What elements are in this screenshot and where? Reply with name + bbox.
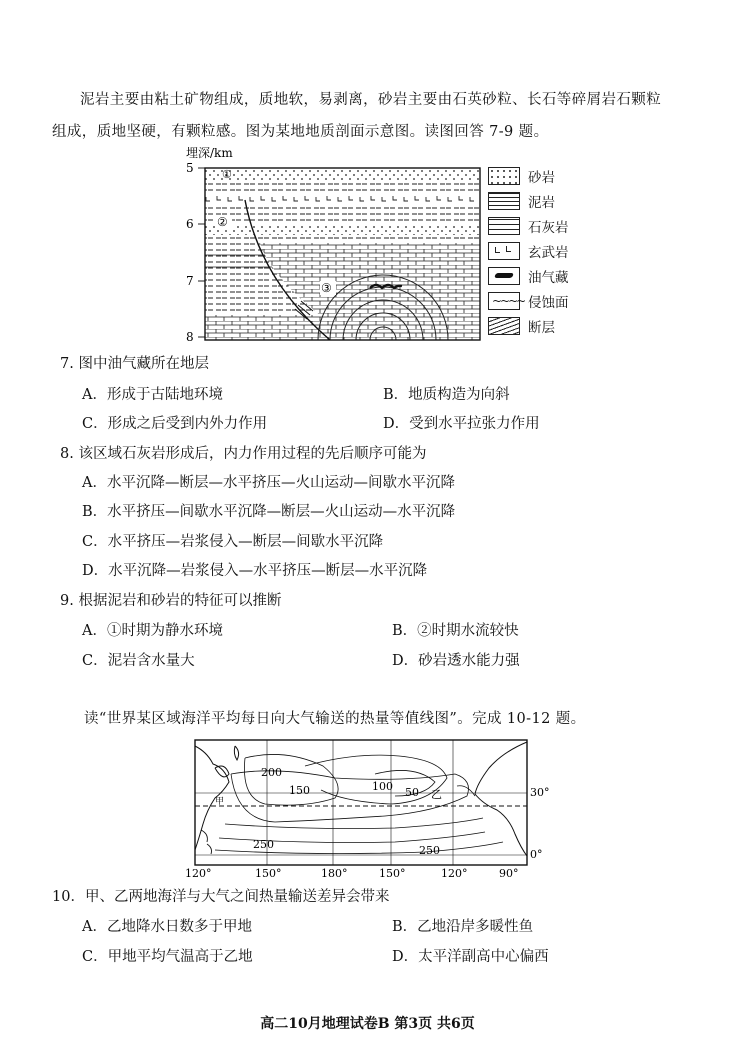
contour-label-250-east: 250 — [419, 844, 440, 857]
intro-line-2: 组成，质地坚硬，有颗粒感。图为某地地质剖面示意图。读图回答 7-9 题。 — [52, 124, 549, 140]
contour-label-200: 200 — [261, 766, 282, 779]
legend-limestone — [488, 216, 569, 236]
q10-stem: 10．甲、乙两地海洋与大气之间热量输送差异会带来 — [52, 889, 390, 905]
q9-option-c: C．泥岩含水量大 — [82, 653, 195, 669]
stratum-mark-2: ② — [217, 215, 228, 229]
lon-label-180: 180° — [321, 867, 348, 880]
place-label-jia: 甲 — [215, 797, 225, 807]
q8-option-d: D．水平沉降—岩浆侵入—水平挤压—断层—水平沉降 — [82, 563, 428, 579]
legend-oil-gas-label: 油气藏 — [528, 270, 569, 286]
q9-option-a: A．①时期为静水环境 — [82, 623, 223, 639]
lon-label-90w: 90° — [499, 867, 519, 880]
q7-stem: 7. 图中油气藏所在地层 — [60, 356, 209, 372]
intro-line-1: 泥岩主要由粘土矿物组成，质地软，易剥离，砂岩主要由石英砂粒、长石等碎屑岩石颗粒 — [80, 92, 662, 108]
limestone-swatch — [488, 217, 520, 235]
depth-axis-label: 埋深/km — [186, 146, 233, 160]
depth-tick-8: 8 — [186, 330, 194, 344]
q9-stem: 9. 根据泥岩和砂岩的特征可以推断 — [60, 593, 282, 609]
legend-limestone-label: 石灰岩 — [528, 220, 569, 236]
q7-option-d: D．受到水平拉张力作用 — [383, 416, 540, 432]
q8-option-a: A．水平沉降—断层—水平挤压—火山运动—间歇水平沉降 — [82, 475, 455, 491]
q7-option-a: A．形成于古陆地环境 — [82, 387, 223, 403]
lat-label-30: 30° — [530, 786, 550, 799]
geologic-section-figure — [180, 145, 490, 345]
legend-fault-label: 断层 — [528, 320, 555, 336]
legend-sandstone — [488, 166, 555, 186]
fault-icon — [488, 317, 520, 335]
q10-option-b: B．乙地沿岸多暖性鱼 — [392, 919, 534, 935]
contour-label-250-west: 250 — [253, 838, 274, 851]
mudstone-swatch — [488, 192, 520, 210]
contour-label-50: 50 — [405, 786, 419, 799]
lon-label-150e: 150° — [255, 867, 282, 880]
depth-tick-7: 7 — [186, 274, 194, 288]
legend-basalt-label: 玄武岩 — [528, 245, 569, 261]
page-footer: 高二10月地理试卷B 第3页 共6页 — [260, 1016, 475, 1032]
q9-option-b: B．②时期水流较快 — [392, 623, 519, 639]
intro-2: 读“世界某区域海洋平均每日向大气输送的热量等值线图”。完成 10-12 题。 — [84, 711, 586, 727]
legend-erosion-surface-label: 侵蚀面 — [528, 295, 569, 311]
q10-option-d: D．太平洋副高中心偏西 — [392, 949, 549, 965]
q7-option-b: B．地质构造为向斜 — [383, 387, 510, 403]
legend-mudstone-label: 泥岩 — [528, 195, 555, 211]
lat-label-0: 0° — [530, 848, 543, 861]
legend-erosion-surface — [488, 291, 569, 311]
sandstone-swatch — [488, 167, 520, 185]
contour-label-100: 100 — [372, 780, 393, 793]
legend-sandstone-label: 砂岩 — [528, 170, 555, 186]
stratum-mark-3: ③ — [321, 281, 332, 295]
place-label-yi: 乙 — [431, 788, 442, 801]
q10-option-c: C．甲地平均气温高于乙地 — [82, 949, 253, 965]
oil-gas-icon — [488, 267, 520, 285]
legend-fault — [488, 316, 555, 336]
erosion-surface-icon: ~~~~ — [488, 292, 520, 310]
stratum-mark-1: ① — [222, 168, 232, 181]
q9-option-d: D．砂岩透水能力强 — [392, 653, 520, 669]
q10-option-a: A．乙地降水日数多于甲地 — [82, 919, 252, 935]
basalt-swatch — [488, 242, 520, 260]
heat-flux-contour-map — [185, 738, 550, 880]
depth-tick-6: 6 — [186, 217, 194, 231]
q8-option-c: C．水平挤压—岩浆侵入—断层—间歇水平沉降 — [82, 534, 384, 550]
q7-option-c: C．形成之后受到内外力作用 — [82, 416, 268, 432]
legend-oil-gas — [488, 266, 569, 286]
lon-label-120e: 120° — [185, 867, 212, 880]
lon-label-150w: 150° — [379, 867, 406, 880]
q8-stem: 8. 该区域石灰岩形成后，内力作用过程的先后顺序可能为 — [60, 446, 427, 462]
legend-mudstone — [488, 191, 555, 211]
contour-label-150: 150 — [289, 784, 310, 797]
depth-tick-5: 5 — [186, 161, 194, 175]
legend-basalt — [488, 241, 569, 261]
q8-option-b: B．水平挤压—间歇水平沉降—断层—火山运动—水平沉降 — [82, 504, 456, 520]
lon-label-120w: 120° — [441, 867, 468, 880]
